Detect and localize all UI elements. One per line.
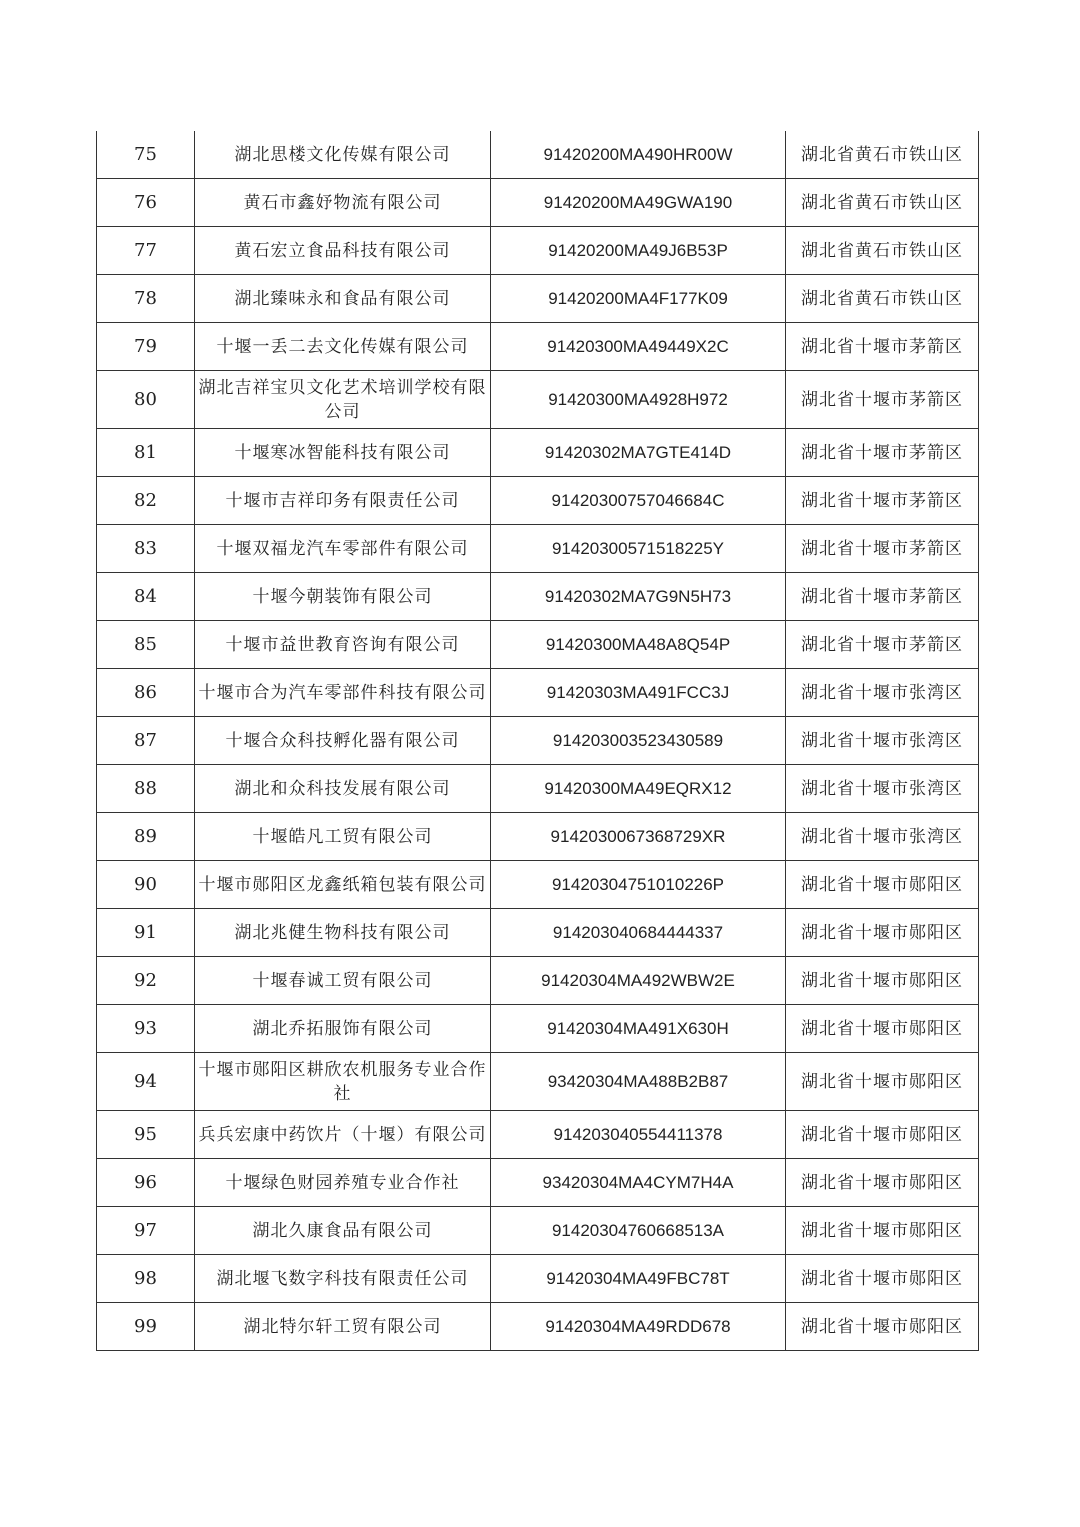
table-row (97, 227, 979, 275)
company-name-cell: 十堰春诚工贸有限公司 (195, 957, 491, 1005)
row-number-cell: 85 (97, 621, 195, 669)
row-number-cell: 82 (97, 477, 195, 525)
region-cell: 湖北省十堰市郧阳区 (786, 1159, 979, 1207)
company-name-cell: 十堰双福龙汽车零部件有限公司 (195, 525, 491, 573)
company-name-cell: 十堰寒冰智能科技有限公司 (195, 429, 491, 477)
company-name-cell: 兵兵宏康中药饮片（十堰）有限公司 (195, 1111, 491, 1159)
company-name-cell: 湖北特尔轩工贸有限公司 (195, 1303, 491, 1351)
table-row (97, 717, 979, 765)
company-name-cell: 十堰市郧阳区龙鑫纸箱包装有限公司 (195, 861, 491, 909)
region-cell: 湖北省十堰市郧阳区 (786, 1005, 979, 1053)
credit-code-cell: 91420304751010226P (491, 861, 786, 909)
credit-code-cell: 91420300MA48A8Q54P (491, 621, 786, 669)
table-row (97, 1159, 979, 1207)
row-number-cell: 87 (97, 717, 195, 765)
credit-code-cell: 914203003523430589 (491, 717, 786, 765)
company-name-cell: 十堰一丢二去文化传媒有限公司 (195, 323, 491, 371)
row-number-cell: 99 (97, 1303, 195, 1351)
row-number-cell: 96 (97, 1159, 195, 1207)
credit-code-cell: 9142030067368729XR (491, 813, 786, 861)
table-row (97, 131, 979, 179)
credit-code-cell: 91420200MA49GWA190 (491, 179, 786, 227)
company-name-cell: 湖北和众科技发展有限公司 (195, 765, 491, 813)
table-row (97, 179, 979, 227)
credit-code-cell: 91420300MA49449X2C (491, 323, 786, 371)
region-cell: 湖北省黄石市铁山区 (786, 227, 979, 275)
table-row (97, 573, 979, 621)
row-number-cell: 95 (97, 1111, 195, 1159)
row-number-cell: 91 (97, 909, 195, 957)
region-cell: 湖北省十堰市郧阳区 (786, 909, 979, 957)
region-cell: 湖北省十堰市张湾区 (786, 813, 979, 861)
table-row (97, 1111, 979, 1159)
company-name-cell: 十堰皓凡工贸有限公司 (195, 813, 491, 861)
region-cell: 湖北省十堰市郧阳区 (786, 1111, 979, 1159)
credit-code-cell: 91420302MA7G9N5H73 (491, 573, 786, 621)
table-row (97, 861, 979, 909)
table-row (97, 1303, 979, 1351)
credit-code-cell: 914203040554411378 (491, 1111, 786, 1159)
row-number-cell: 80 (97, 371, 195, 429)
credit-code-cell: 91420200MA490HR00W (491, 131, 786, 179)
credit-code-cell: 91420200MA49J6B53P (491, 227, 786, 275)
row-number-cell: 98 (97, 1255, 195, 1303)
company-name-cell: 湖北思楼文化传媒有限公司 (195, 131, 491, 179)
region-cell: 湖北省十堰市茅箭区 (786, 429, 979, 477)
credit-code-cell: 91420304MA49RDD678 (491, 1303, 786, 1351)
table-row (97, 371, 979, 429)
table-body (97, 131, 979, 1351)
company-name-cell: 黄石宏立食品科技有限公司 (195, 227, 491, 275)
row-number-cell: 90 (97, 861, 195, 909)
table-row (97, 525, 979, 573)
row-number-cell: 76 (97, 179, 195, 227)
region-cell: 湖北省十堰市茅箭区 (786, 371, 979, 429)
row-number-cell: 86 (97, 669, 195, 717)
row-number-cell: 75 (97, 131, 195, 179)
row-number-cell: 89 (97, 813, 195, 861)
company-name-cell: 十堰市合为汽车零部件科技有限公司 (195, 669, 491, 717)
company-name-cell: 湖北堰飞数字科技有限责任公司 (195, 1255, 491, 1303)
credit-code-cell: 91420300MA49EQRX12 (491, 765, 786, 813)
credit-code-cell: 93420304MA488B2B87 (491, 1053, 786, 1111)
row-number-cell: 88 (97, 765, 195, 813)
credit-code-cell: 91420304MA491X630H (491, 1005, 786, 1053)
row-number-cell: 83 (97, 525, 195, 573)
region-cell: 湖北省十堰市张湾区 (786, 765, 979, 813)
credit-code-cell: 91420200MA4F177K09 (491, 275, 786, 323)
table-row (97, 669, 979, 717)
row-number-cell: 93 (97, 1005, 195, 1053)
company-name-cell: 十堰绿色财园养殖专业合作社 (195, 1159, 491, 1207)
table-row (97, 765, 979, 813)
region-cell: 湖北省十堰市郧阳区 (786, 1053, 979, 1111)
credit-code-cell: 914203040684444337 (491, 909, 786, 957)
credit-code-cell: 91420300571518225Y (491, 525, 786, 573)
company-name-cell: 湖北吉祥宝贝文化艺术培训学校有限公司 (195, 371, 491, 429)
credit-code-cell: 91420300757046684C (491, 477, 786, 525)
table-row (97, 323, 979, 371)
company-name-cell: 湖北臻味永和食品有限公司 (195, 275, 491, 323)
table-row (97, 1005, 979, 1053)
company-name-cell: 十堰今朝装饰有限公司 (195, 573, 491, 621)
credit-code-cell: 91420304MA492WBW2E (491, 957, 786, 1005)
row-number-cell: 84 (97, 573, 195, 621)
credit-code-cell: 91420304760668513A (491, 1207, 786, 1255)
company-name-cell: 十堰市益世教育咨询有限公司 (195, 621, 491, 669)
company-name-cell: 十堰合众科技孵化器有限公司 (195, 717, 491, 765)
row-number-cell: 94 (97, 1053, 195, 1111)
region-cell: 湖北省十堰市郧阳区 (786, 861, 979, 909)
table-row (97, 813, 979, 861)
region-cell: 湖北省十堰市郧阳区 (786, 1303, 979, 1351)
company-name-cell: 黄石市鑫妤物流有限公司 (195, 179, 491, 227)
table-row (97, 429, 979, 477)
row-number-cell: 92 (97, 957, 195, 1005)
company-name-cell: 十堰市吉祥印务有限责任公司 (195, 477, 491, 525)
region-cell: 湖北省十堰市郧阳区 (786, 957, 979, 1005)
table-row (97, 909, 979, 957)
table-row (97, 477, 979, 525)
region-cell: 湖北省十堰市茅箭区 (786, 621, 979, 669)
region-cell: 湖北省十堰市茅箭区 (786, 477, 979, 525)
region-cell: 湖北省黄石市铁山区 (786, 179, 979, 227)
region-cell: 湖北省十堰市郧阳区 (786, 1255, 979, 1303)
row-number-cell: 81 (97, 429, 195, 477)
region-cell: 湖北省黄石市铁山区 (786, 275, 979, 323)
company-name-cell: 湖北兆健生物科技有限公司 (195, 909, 491, 957)
company-name-cell: 湖北久康食品有限公司 (195, 1207, 491, 1255)
row-number-cell: 97 (97, 1207, 195, 1255)
region-cell: 湖北省十堰市张湾区 (786, 669, 979, 717)
row-number-cell: 79 (97, 323, 195, 371)
credit-code-cell: 91420304MA49FBC78T (491, 1255, 786, 1303)
credit-code-cell: 91420300MA4928H972 (491, 371, 786, 429)
credit-code-cell: 93420304MA4CYM7H4A (491, 1159, 786, 1207)
table-row (97, 1255, 979, 1303)
table-row (97, 275, 979, 323)
region-cell: 湖北省十堰市茅箭区 (786, 573, 979, 621)
region-cell: 湖北省黄石市铁山区 (786, 131, 979, 179)
table-row (97, 1053, 979, 1111)
region-cell: 湖北省十堰市郧阳区 (786, 1207, 979, 1255)
credit-code-cell: 91420302MA7GTE414D (491, 429, 786, 477)
table-row (97, 957, 979, 1005)
credit-code-cell: 91420303MA491FCC3J (491, 669, 786, 717)
region-cell: 湖北省十堰市张湾区 (786, 717, 979, 765)
region-cell: 湖北省十堰市茅箭区 (786, 323, 979, 371)
company-name-cell: 湖北乔拓服饰有限公司 (195, 1005, 491, 1053)
table-row (97, 1207, 979, 1255)
company-name-cell: 十堰市郧阳区耕欣农机服务专业合作社 (195, 1053, 491, 1111)
table-row (97, 621, 979, 669)
company-list-table (96, 131, 979, 1351)
row-number-cell: 77 (97, 227, 195, 275)
row-number-cell: 78 (97, 275, 195, 323)
region-cell: 湖北省十堰市茅箭区 (786, 525, 979, 573)
